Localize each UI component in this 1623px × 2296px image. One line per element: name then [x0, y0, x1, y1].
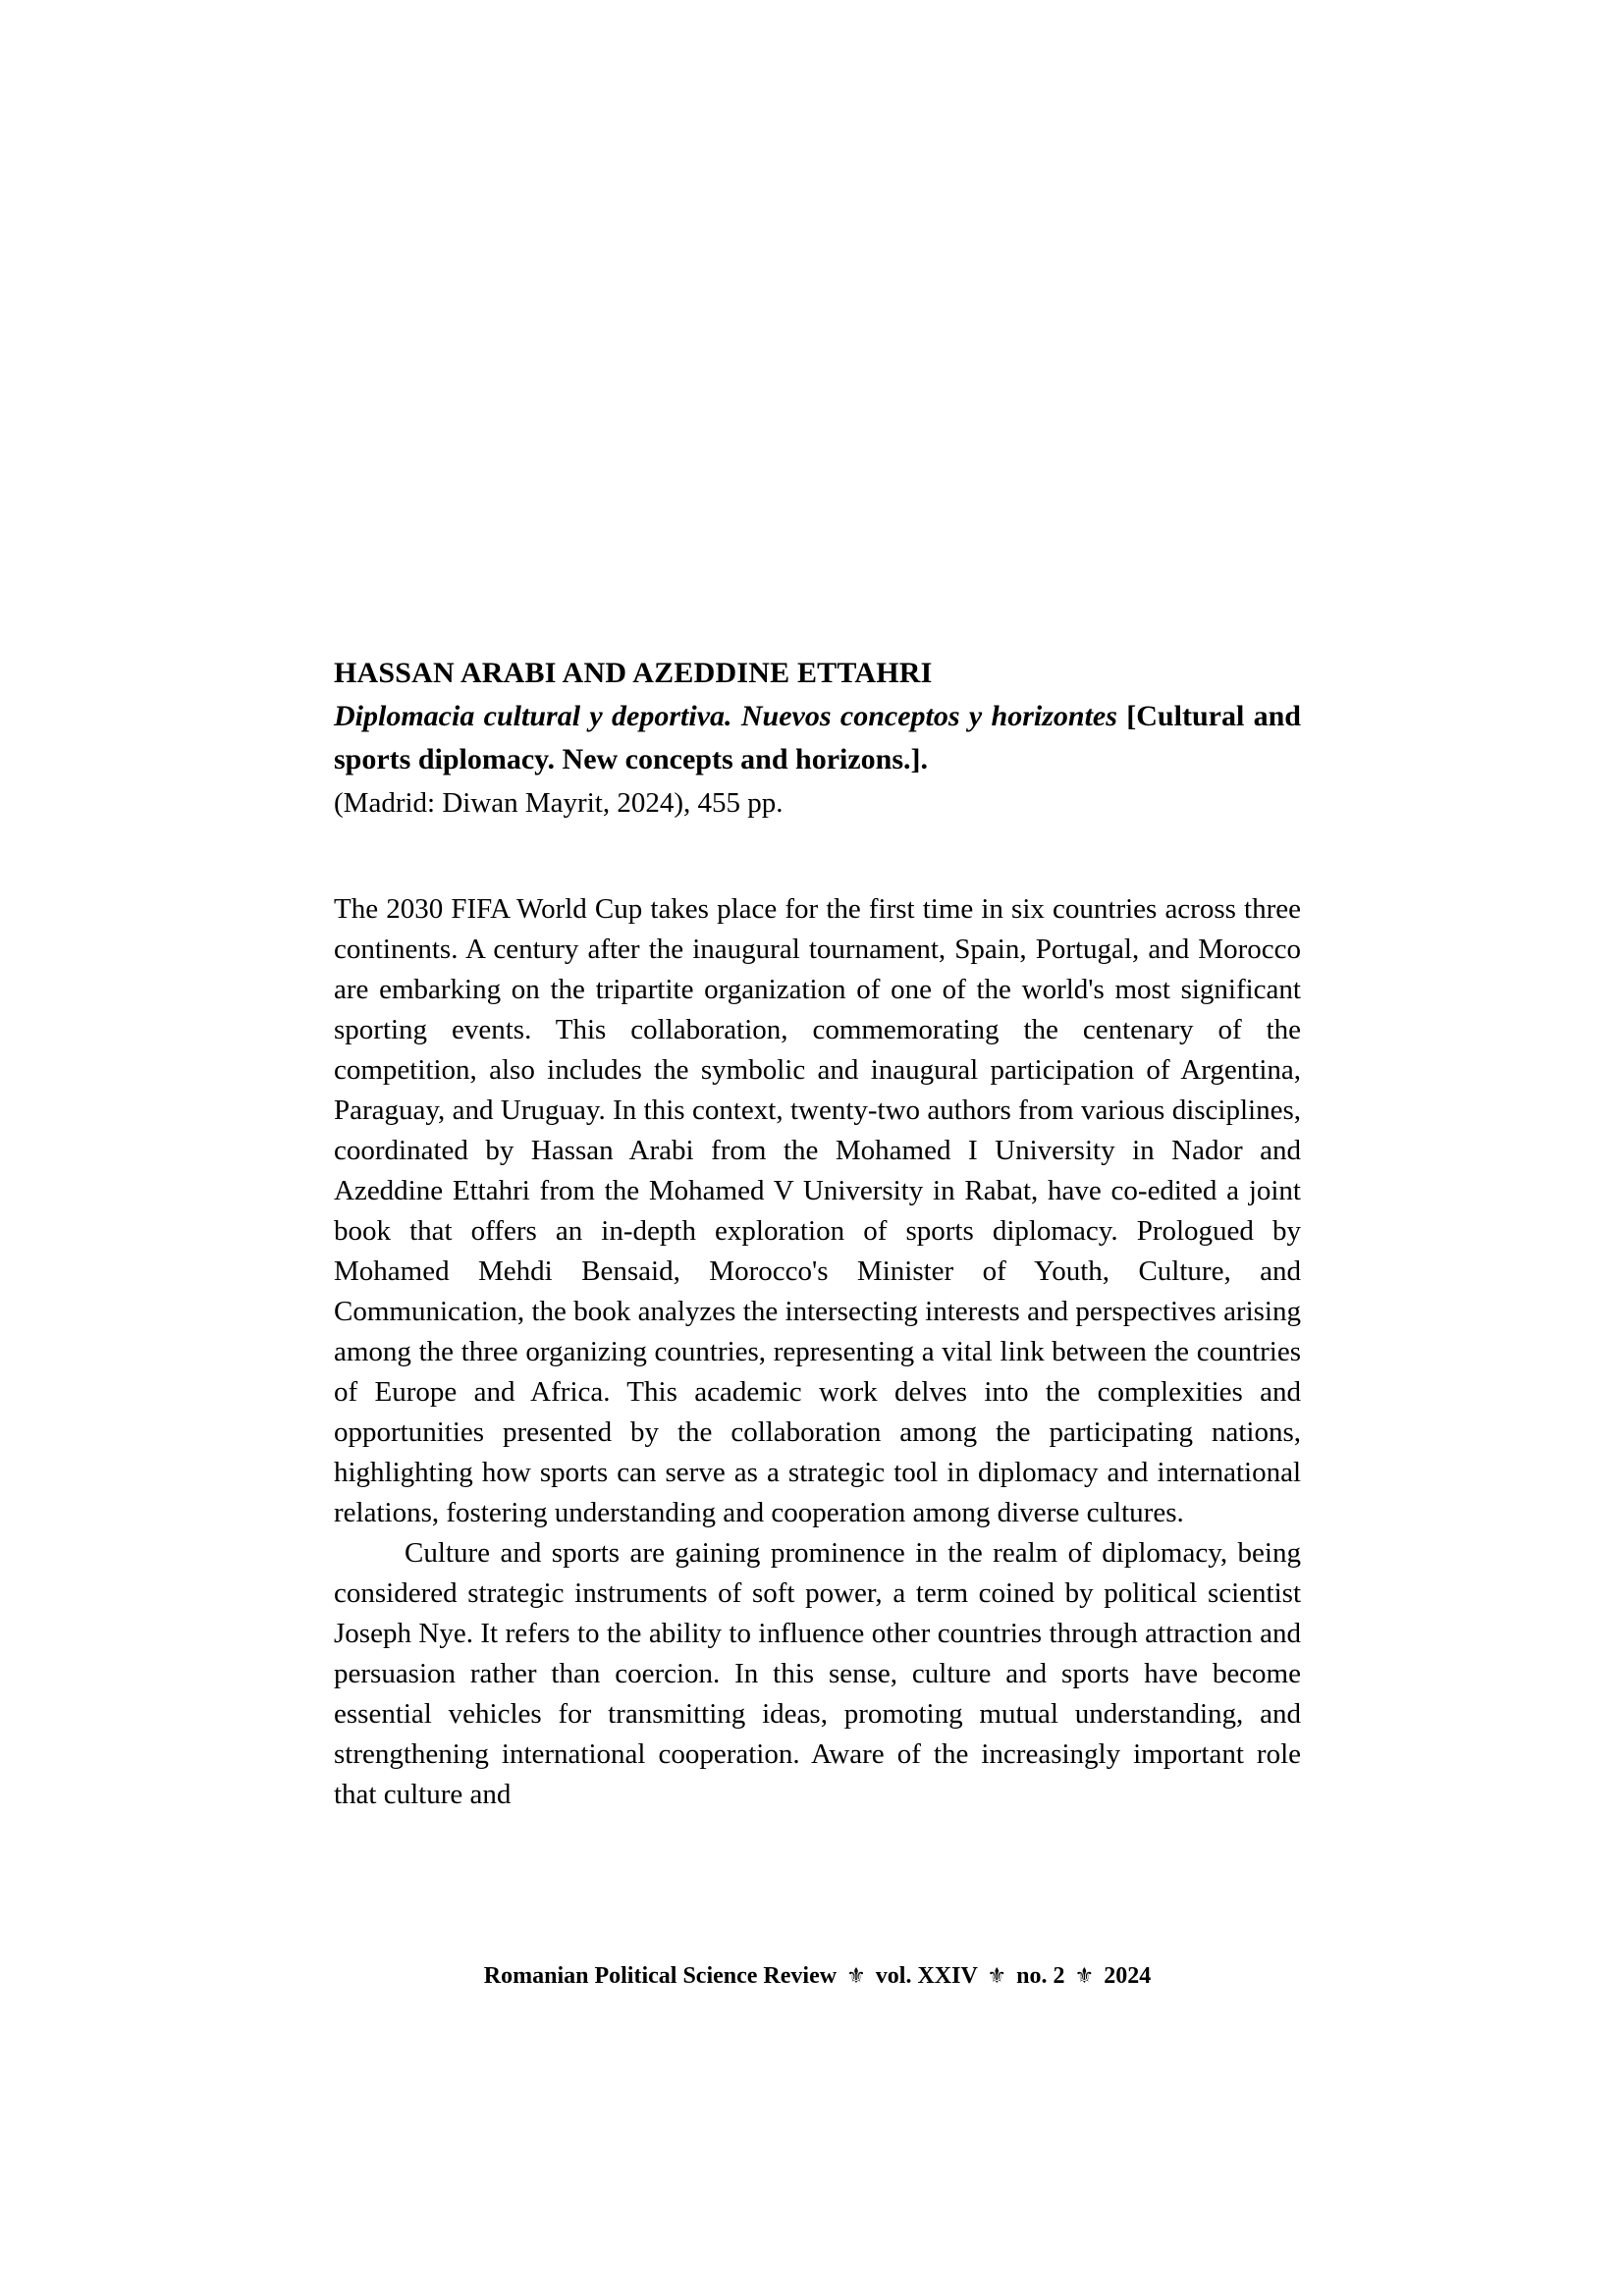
- book-title: [334, 695, 1301, 781]
- review-authors: HASSAN ARABI AND AZEDDINE ETTAHRI: [334, 657, 933, 689]
- journal-footer: [334, 1961, 1301, 1992]
- review-header: [334, 652, 1301, 825]
- review-text-block: [334, 652, 1301, 1815]
- review-body: [334, 889, 1301, 1815]
- paragraph-1: The 2030 FIFA World Cup takes place for the first time in six countries across three continents. A century after the inaugural tournament, Spain, Portugal, and Morocco are embarking on the tripartite organization of one of the world's most significant sporting events. This collaboration, commemorating the centenary of the competition, also includes the symbolic and inaugural participation of Argentina, Paraguay, and Uruguay. In this context, twenty-two authors from various disciplines, coordinated by Hassan Arabi from the Mohamed I University in Nador and Azeddine Ettahri from the Mohamed V University in Rabat, have co-edited a joint book that offers an in-depth exploration of sports diplomacy. Prologued by Mohamed Mehdi Bensaid, Morocco's Minister of Youth, Culture, and Communication, the book analyzes the intersecting interests and perspectives arising among the three organizing countries, representing a vital link between the countries of Europe and Africa. This academic work delves into the complexities and opportunities presented by the collaboration among the participating nations, highlighting how sports can serve as a strategic tool in diplomacy and international relations, fostering understanding and cooperation among diverse cultures.: [334, 893, 1301, 1528]
- fleuron-separator-icon: ⚜: [1074, 1964, 1095, 1989]
- publication-info: (Madrid: Diwan Mayrit, 2024), 455 pp.: [334, 787, 784, 819]
- fleuron-separator-icon: ⚜: [987, 1964, 1007, 1989]
- book-title-english-translation: [Cultural and sports diplomacy. New concepts and horizons.].: [334, 700, 1301, 775]
- journal-year: 2024: [1104, 1963, 1152, 1989]
- journal-issue: no. 2: [1016, 1963, 1065, 1989]
- journal-name: Romanian Political Science Review: [483, 1963, 838, 1989]
- fleuron-separator-icon: ⚜: [846, 1964, 866, 1989]
- journal-volume: vol. XXIV: [875, 1963, 978, 1989]
- book-title-spanish: Diplomacia cultural y deportiva. Nuevos conceptos y horizontes: [334, 700, 1117, 732]
- paragraph-2: Culture and sports are gaining prominence in the realm of diplomacy, being considered strategic instruments of soft power, a term coined by political scientist Joseph Nye. It refers to the ability to influence other countries through attraction and persuasion rather than coercion. In this sense, culture and sports have become essential vehicles for transmitting ideas, promoting mutual understanding, and strengthening international cooperation. Aware of the increasingly important role that culture and: [334, 1537, 1301, 1810]
